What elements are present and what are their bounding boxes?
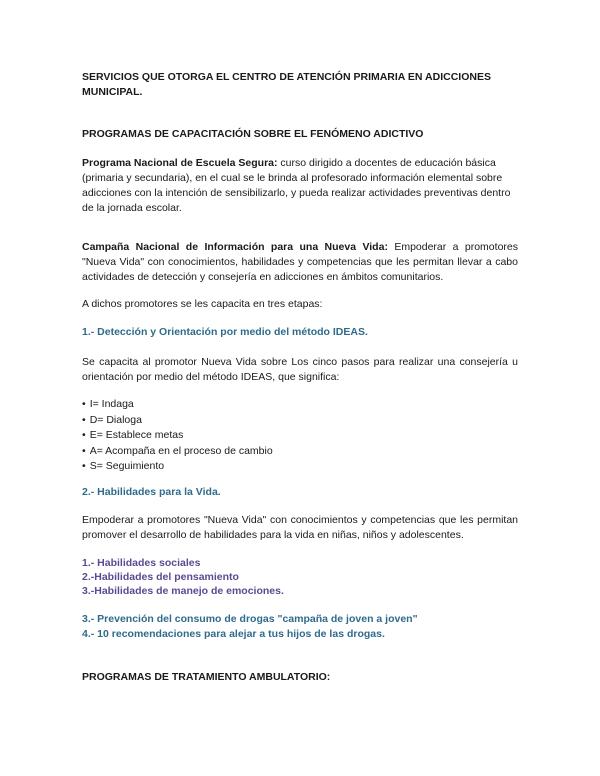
paragraph-text: Empoderar a promotores "Nueva Vida" con conocimientos, habilidades y competencias que les permitan llevar a cabo actividades de detección y consejería en adicciones en ámbitos comunitarios.	[82, 241, 518, 283]
stage-heading-habilidades: 2.- Habilidades para la Vida.	[82, 486, 221, 498]
list-item: • D= Dialoga	[82, 413, 518, 429]
section-heading-tratamiento: PROGRAMAS DE TRATAMIENTO AMBULATORIO:	[82, 671, 331, 683]
ideas-list	[82, 397, 518, 475]
paragraph-escuela-segura	[82, 156, 518, 216]
paragraph-etapas: A dichos promotores se les capacita en tres etapas:	[82, 298, 323, 310]
section-heading-capacitacion: PROGRAMAS DE CAPACITACIÓN SOBRE EL FENÓMENO ADICTIVO	[82, 128, 424, 140]
list-item: • A= Acompaña en el proceso de cambio	[82, 444, 518, 460]
stage-line-prevencion: 3.- Prevención del consumo de drogas "campaña de joven a joven"	[82, 613, 418, 625]
skill-item: 1.- Habilidades sociales	[82, 557, 201, 569]
skill-item: 3.-Habilidades de manejo de emociones.	[82, 585, 284, 597]
paragraph-nueva-vida	[82, 240, 518, 285]
stage-line-recomendaciones: 4.- 10 recomendaciones para alejar a tus hijos de las drogas.	[82, 628, 385, 640]
paragraph-lead: Campaña Nacional de Información para una Nueva Vida:	[82, 241, 388, 253]
paragraph-lead: Programa Nacional de Escuela Segura:	[82, 157, 278, 169]
stage-heading-ideas: 1.- Detección y Orientación por medio del método IDEAS.	[82, 326, 368, 338]
skill-item: 2.-Habilidades del pensamiento	[82, 571, 239, 583]
list-item: • S= Seguimiento	[82, 459, 518, 475]
paragraph-habilidades: Empoderar a promotores "Nueva Vida" con conocimientos y competencias que les permitan promover el desarrollo de habilidades para la vida en niñas, niños y adolescentes.	[82, 514, 518, 541]
list-item: • I= Indaga	[82, 397, 518, 413]
paragraph-text: curso dirigido a docentes de educación básica (primaria y secundaria), en el cual se le brinda al profesorado información elemental sobre adicciones con la intención de sensibilizarlo, y pueda realizar actividades preventivas dentro de la jornada escolar.	[82, 157, 511, 214]
paragraph-ideas: Se capacita al promotor Nueva Vida sobre Los cinco pasos para realizar una consejería u orientación por medio del método IDEAS, que significa:	[82, 356, 518, 383]
document-title: SERVICIOS QUE OTORGA EL CENTRO DE ATENCIÓN PRIMARIA EN ADICCIONES MUNICIPAL.	[82, 71, 491, 98]
list-item: • E= Establece metas	[82, 428, 518, 444]
